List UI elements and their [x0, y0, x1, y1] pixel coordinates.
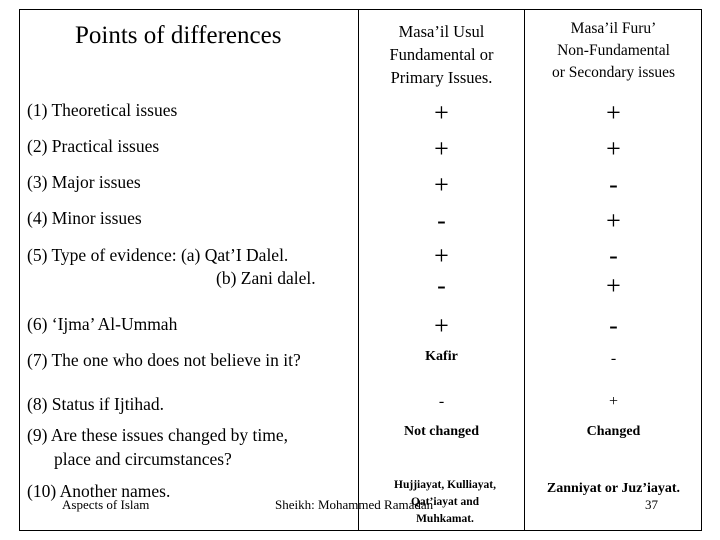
row-value-furu: Changed	[586, 424, 641, 439]
row-value-usul: +	[434, 134, 449, 163]
row-label: (1) Theoretical issues	[27, 100, 178, 120]
row-value-furu: -	[610, 350, 617, 367]
row-value-usul: -	[438, 393, 445, 410]
row-label: (3) Major issues	[27, 172, 141, 192]
table-header-title: Points of differences	[75, 22, 282, 49]
row-value-furu: +	[606, 134, 621, 163]
row-label: (10) Another names.	[27, 481, 171, 501]
row-value-furu: Zanniyat or Juz’iayat.	[546, 481, 681, 496]
row-value-usul: +	[434, 311, 449, 340]
row-value-furu: +	[606, 98, 621, 127]
row-value-furu: -	[609, 170, 618, 199]
row-value-furu: +	[606, 271, 621, 300]
row-value-furu: +	[608, 393, 619, 410]
row-value-usul: -	[437, 271, 446, 300]
row-label: (8) Status if Ijtihad.	[27, 394, 165, 414]
row-label: (5) Type of evidence: (a) Qat’I Dalel.	[27, 245, 289, 265]
row-label: (7) The one who does not believe in it?	[27, 350, 301, 370]
row-label: (9) Are these issues changed by time,	[27, 425, 288, 445]
row-value-usul: +	[434, 241, 449, 270]
column-header-usul: Masa’il Usul Fundamental or Primary Issues.	[389, 22, 494, 87]
page-number: 37	[645, 497, 658, 512]
row-value-usul: Hujjiayat, Kulliayat, Qat’iayat and Muhkamat.	[394, 479, 496, 525]
row-value-usul: Not changed	[403, 424, 480, 439]
row-label-continued: place and circumstances?	[54, 449, 232, 469]
row-label: (4) Minor issues	[27, 208, 142, 228]
row-value-usul: Kafir	[425, 349, 458, 364]
row-value-usul: +	[434, 170, 449, 199]
row-label: (6) ‘Ijma’ Al-Ummah	[27, 314, 178, 334]
row-value-usul: -	[437, 206, 446, 235]
row-value-furu: +	[606, 206, 621, 235]
row-value-usul: +	[434, 98, 449, 127]
row-value-furu: -	[609, 311, 618, 340]
row-value-furu: -	[609, 241, 618, 270]
column-header-furu: Masa’il Furu’ Non-Fundamental or Secondary issues	[551, 20, 676, 81]
column-divider	[524, 9, 525, 531]
footer-center: Sheikh: Mohammed Ramadan	[275, 497, 434, 512]
row-label: (2) Practical issues	[27, 136, 160, 156]
row-label-continued: (b) Zani dalel.	[216, 268, 316, 288]
footer-left: Aspects of Islam	[62, 497, 150, 512]
